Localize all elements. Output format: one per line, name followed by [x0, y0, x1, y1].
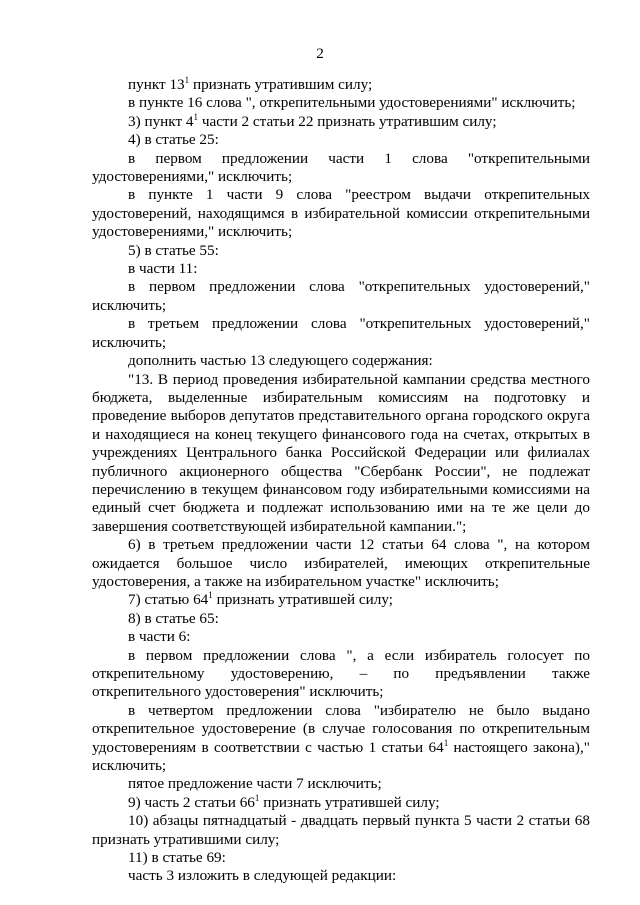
- paragraph: пятое предложение части 7 исключить;: [128, 775, 382, 793]
- paragraph: 6) в третьем предложении части 12 статьи 64 слова ", на котором ожидается большое число избирателей, имеющих открепительные удостоверения, а также на избирательном участке" исключить;: [92, 536, 590, 590]
- paragraph: 8) в статье 65:: [128, 609, 219, 627]
- paragraph: в третьем предложении слова "открепительных удостоверений," исключить;: [92, 315, 590, 351]
- paragraph: в первом предложении слова ", а если избиратель голосует по открепительному удостоверению, – по предъявлении также открепительного удостоверения" исключить;: [92, 646, 590, 701]
- paragraph: 7) статью $64^1$ признать утратившей силу;: [128, 590, 393, 609]
- paragraph: в четвертом предложении слова "избирателю не было выдано открепительное удостоверение (в случае голосования по открепительным удостоверениям в соответствии с частью 1 статьи $64^1$ настоящего закона)," исключить;: [92, 701, 590, 775]
- paragraph: в первом предложении части 1 слова "открепительными удостоверениями," исключить;: [92, 149, 590, 186]
- paragraph: в части 6:: [128, 628, 191, 646]
- paragraph: часть 3 изложить в следующей редакции:: [128, 867, 397, 885]
- paragraph: "13. В период проведения избирательной кампании средства местного бюджета, выделенные избирательным комиссиям на подготовку и проведение выборов депутатов представительного органа городского округа и находящиеся на конец текущего финансового года на счетах, открытых в учреждениях Центрального банка Российской Федерации или филиалах публичного акционерного общества "Сбербанк России", не подлежат перечислению в текущем финансовом году избирательными комиссиями на единый счет бюджета и подлежат использованию ими на те же цели до завершения соответствующей избирательной кампании.";: [92, 370, 590, 535]
- document-body: [92, 76, 590, 886]
- paragraph: 3) пункт $4^1$ части 2 статьи 22 признать утратившим силу;: [128, 111, 497, 130]
- paragraph: в первом предложении слова "открепительных удостоверений," исключить;: [92, 278, 590, 314]
- paragraph: 9) часть 2 статьи $66^1$ признать утратившей силу;: [128, 792, 440, 811]
- paragraph: дополнить частью 13 следующего содержания:: [128, 352, 433, 370]
- paragraph: пункт $13^1$ признать утратившим силу;: [128, 75, 373, 93]
- paragraph: в пункте 16 слова ", открепительными удостоверениями" исключить;: [128, 94, 576, 112]
- paragraph: 10) абзацы пятнадцатый - двадцать первый пункта 5 части 2 статьи 68 признать утратившими силу;: [92, 812, 590, 848]
- page-number: 2: [316, 45, 324, 62]
- paragraph: 11) в статье 69:: [128, 849, 226, 867]
- paragraph: в части 11:: [128, 260, 198, 278]
- paragraph: 5) в статье 55:: [128, 241, 219, 259]
- paragraph: 4) в статье 25:: [128, 131, 219, 149]
- paragraph: в пункте 1 части 9 слова "реестром выдачи открепительных удостоверений, находящимся в избирательной комиссии открепительными удостоверениями," исключить;: [92, 186, 590, 241]
